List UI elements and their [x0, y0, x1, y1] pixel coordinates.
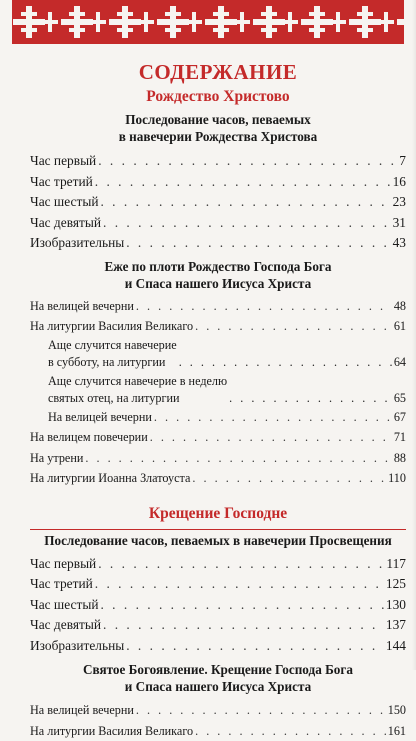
entry-label: На литургии Иоанна Златоуста	[30, 468, 190, 489]
leader-dots	[126, 636, 384, 657]
leader-dots	[195, 721, 386, 741]
leader-dots	[192, 468, 386, 489]
toc-entry[interactable]	[30, 700, 406, 721]
contents-heading: СОДЕРЖАНИЕ	[30, 58, 406, 86]
entry-page: 16	[393, 172, 406, 193]
subsection-line: и Спаса нашего Иисуса Христа	[30, 678, 406, 695]
toc-entry[interactable]	[30, 427, 406, 448]
entry-label: Час шестый	[30, 595, 98, 616]
entry-label-line: в субботу, на литургии	[48, 354, 177, 371]
subsection-line: Еже по плоти Рождество Господа Бога	[30, 258, 406, 275]
subsection-title	[30, 532, 406, 549]
entry-label: Час первый	[30, 554, 96, 575]
leader-dots	[195, 316, 392, 337]
leader-dots	[103, 615, 384, 636]
entry-page: 117	[386, 554, 406, 575]
leader-dots	[103, 213, 391, 234]
toc-entry[interactable]	[30, 213, 406, 234]
entry-page: 161	[388, 721, 406, 741]
entry-label	[48, 373, 227, 407]
entry-label: На велицем повечерии	[30, 427, 148, 448]
entry-label	[48, 337, 177, 371]
cross-ornament-band	[12, 0, 404, 44]
toc-entry[interactable]	[30, 574, 406, 595]
toc-entry[interactable]	[30, 615, 406, 636]
entry-page: 61	[394, 316, 406, 337]
entry-page: 31	[393, 213, 406, 234]
leader-dots	[95, 574, 384, 595]
subsection-line: и Спаса нашего Иисуса Христа	[30, 275, 406, 292]
entry-page: 150	[388, 700, 406, 721]
leader-dots	[100, 595, 383, 616]
subsection-title	[30, 258, 406, 292]
subsection-line: Последование часов, певаемых	[30, 111, 406, 128]
entry-label: На велицей вечерни	[48, 407, 152, 428]
entry-label: На велицей вечерни	[30, 700, 134, 721]
entry-label: На литургии Василия Великаго	[30, 721, 193, 741]
section-divider	[30, 529, 406, 530]
entry-page: 65	[394, 390, 406, 407]
page-edge-shadow	[412, 0, 416, 670]
entry-page: 144	[386, 636, 406, 657]
toc-entry[interactable]	[30, 595, 406, 616]
entry-label: Час девятый	[30, 615, 101, 636]
entry-page: 7	[399, 151, 406, 172]
toc-entry[interactable]	[30, 172, 406, 193]
toc-entry[interactable]	[30, 721, 406, 741]
leader-dots	[229, 390, 392, 407]
entry-label: На утрени	[30, 448, 83, 469]
section-title: Крещение Господне	[30, 503, 406, 525]
entry-page: 48	[394, 296, 406, 317]
leader-dots	[136, 296, 392, 317]
toc-entry[interactable]	[30, 233, 406, 254]
leader-dots	[98, 151, 397, 172]
leader-dots	[136, 700, 386, 721]
toc-entry[interactable]	[30, 316, 406, 337]
subsection-title	[30, 111, 406, 145]
entry-page: 137	[386, 615, 406, 636]
entry-label: Изобразительны	[30, 636, 124, 657]
leader-dots	[179, 354, 392, 371]
entry-page: 110	[388, 468, 406, 489]
entry-label-line: Аще случится навечерие	[48, 337, 177, 354]
entry-page: 64	[394, 354, 406, 371]
entry-page: 67	[394, 407, 406, 428]
entry-page: 71	[394, 427, 406, 448]
toc-entry[interactable]	[30, 192, 406, 213]
toc-entry[interactable]	[30, 636, 406, 657]
subsection-line: Святое Богоявление. Крещение Господа Бога	[30, 661, 406, 678]
leader-dots	[98, 554, 384, 575]
leader-dots	[95, 172, 391, 193]
toc-entry[interactable]	[30, 407, 406, 428]
entry-label: Час первый	[30, 151, 96, 172]
leader-dots	[126, 233, 390, 254]
toc-entry[interactable]	[30, 296, 406, 317]
entry-label: На литургии Василия Великаго	[30, 316, 193, 337]
section-title: Рождество Христово	[30, 86, 406, 108]
leader-dots	[85, 448, 391, 469]
leader-dots	[100, 192, 390, 213]
subsection-line: Последование часов, певаемых в навечерии Просвещения	[30, 532, 406, 549]
entry-page: 88	[394, 448, 406, 469]
subsection-title	[30, 661, 406, 695]
entry-label-line: святых отец, на литургии	[48, 390, 227, 407]
entry-page: 23	[393, 192, 406, 213]
entry-page: 43	[393, 233, 406, 254]
entry-label: На велицей вечерни	[30, 296, 134, 317]
cross-ornament-icon	[12, 0, 404, 44]
toc-entry[interactable]	[30, 337, 406, 371]
toc-entry[interactable]	[30, 448, 406, 469]
entry-label: Изобразительны	[30, 233, 124, 254]
entry-label: Час девятый	[30, 213, 101, 234]
toc-entry[interactable]	[30, 468, 406, 489]
subsection-line: в навечерии Рождества Христова	[30, 128, 406, 145]
entry-label-line: Аще случится навечерие в неделю	[48, 373, 227, 390]
leader-dots	[154, 407, 392, 428]
entry-page: 125	[386, 574, 406, 595]
contents-page	[30, 58, 406, 741]
entry-label: Час шестый	[30, 192, 98, 213]
toc-entry[interactable]	[30, 151, 406, 172]
leader-dots	[150, 427, 392, 448]
toc-entry[interactable]	[30, 554, 406, 575]
entry-page: 130	[386, 595, 406, 616]
toc-entry[interactable]	[30, 373, 406, 407]
entry-label: Час третий	[30, 574, 93, 595]
entry-label: Час третий	[30, 172, 93, 193]
